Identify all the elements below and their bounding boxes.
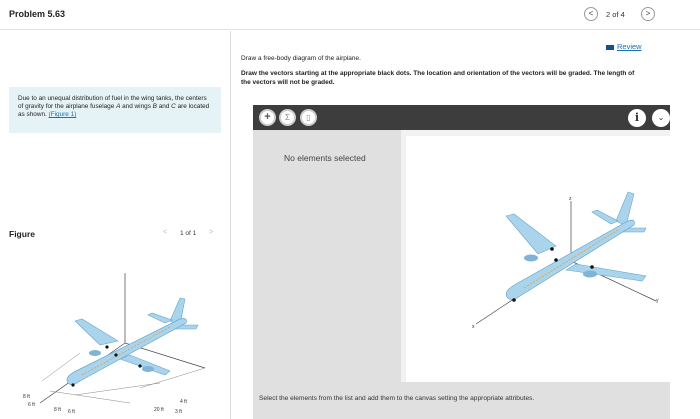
drawing-canvas[interactable] — [406, 136, 670, 382]
review-book-icon — [606, 45, 614, 50]
figure-wheel-dot — [71, 383, 74, 386]
canvas-wheel-dot[interactable] — [512, 298, 516, 302]
review-link[interactable] — [606, 42, 642, 51]
next-problem-button[interactable]: > — [641, 7, 655, 21]
add-vector-button[interactable]: + — [259, 109, 276, 126]
figure-tail-wing — [148, 313, 172, 323]
sum-icon[interactable]: Σ — [279, 109, 296, 126]
point-a-label: A — [116, 103, 121, 110]
canvas-cg-dot-a[interactable] — [554, 258, 558, 262]
canvas-engine — [583, 271, 597, 278]
dim-label-3ft: 3 ft — [175, 409, 182, 413]
canvas-x-label: x — [472, 324, 475, 330]
problem-title: Problem 5.63 — [9, 9, 66, 19]
dim-label-4ft: 4 ft — [180, 399, 187, 405]
intro-text-located: are located as shown. — [18, 103, 210, 118]
figure-engine — [142, 366, 154, 372]
figure-cg-dot-b — [105, 345, 108, 348]
canvas-z-label: z — [569, 196, 572, 202]
figure-cg-dot-c — [138, 364, 141, 367]
intro-text-and-wings: and wings — [122, 103, 151, 110]
canvas-y-label: y — [656, 298, 659, 304]
figure-count: 1 of 1 — [180, 230, 197, 237]
figure-right-wing — [120, 355, 170, 375]
figure-left-wing — [75, 319, 118, 345]
intro-text-and: and — [158, 103, 170, 110]
dim-line — [75, 383, 160, 395]
figure-next-button[interactable]: > — [209, 229, 214, 236]
canvas-left-wing — [506, 214, 556, 254]
trash-icon[interactable]: ▯ — [300, 109, 317, 126]
problem-statement-column — [0, 31, 231, 419]
dim-label-20ft: 20 ft — [154, 407, 164, 413]
canvas-tail-wing — [592, 210, 618, 224]
point-c-label: C — [171, 103, 176, 110]
problem-page-count: 2 of 4 — [606, 10, 625, 19]
figure-prev-button[interactable]: < — [163, 229, 168, 236]
figure-cg-dot-a — [114, 353, 117, 356]
canvas-airplane-diagram — [406, 136, 670, 382]
review-label: Review — [617, 42, 642, 51]
fbd-toolbar — [253, 105, 670, 130]
elements-panel — [253, 130, 401, 382]
figure-link[interactable]: (Figure 1) — [48, 111, 77, 118]
bottom-instruction-text: Select the elements from the list and add them to the canvas setting the appropriate attributes. — [259, 395, 535, 402]
info-button[interactable]: i — [628, 109, 646, 127]
intro-text: Due to an unequal distribution of fuel in the wing tanks, the centers of gravity for the airplane fuselage — [18, 95, 207, 110]
dim-label-8ft-b: 8 ft — [54, 407, 61, 413]
instruction-line-1: Draw a free-body diagram of the airplane. — [241, 55, 361, 62]
instruction-line-2: Draw the vectors starting at the appropriate black dots. The location and orientation of the vectors will be graded. The length of the vectors will not be graded. — [241, 70, 635, 86]
no-elements-message: No elements selected — [284, 153, 366, 163]
point-b-label: B — [152, 103, 157, 110]
bottom-instruction-band — [253, 382, 670, 419]
dim-label-6ft: 6 ft — [28, 402, 35, 408]
canvas-engine — [524, 255, 538, 262]
figure-airplane-diagram — [20, 263, 220, 413]
chevron-down-icon[interactable]: ⌄ — [652, 109, 670, 127]
dim-label-6ft-b: 6 ft — [68, 409, 75, 413]
canvas-cg-dot-c[interactable] — [590, 265, 594, 269]
figure-engine — [89, 350, 101, 356]
figure-heading: Figure — [9, 229, 35, 239]
top-bar — [0, 0, 700, 30]
problem-intro-box — [9, 87, 221, 133]
canvas-cg-dot-b[interactable] — [550, 247, 554, 251]
drawing-canvas-area — [401, 130, 670, 382]
canvas-right-wing — [566, 264, 646, 281]
dim-label-8ft: 8 ft — [23, 394, 30, 400]
previous-problem-button[interactable]: < — [584, 7, 598, 21]
